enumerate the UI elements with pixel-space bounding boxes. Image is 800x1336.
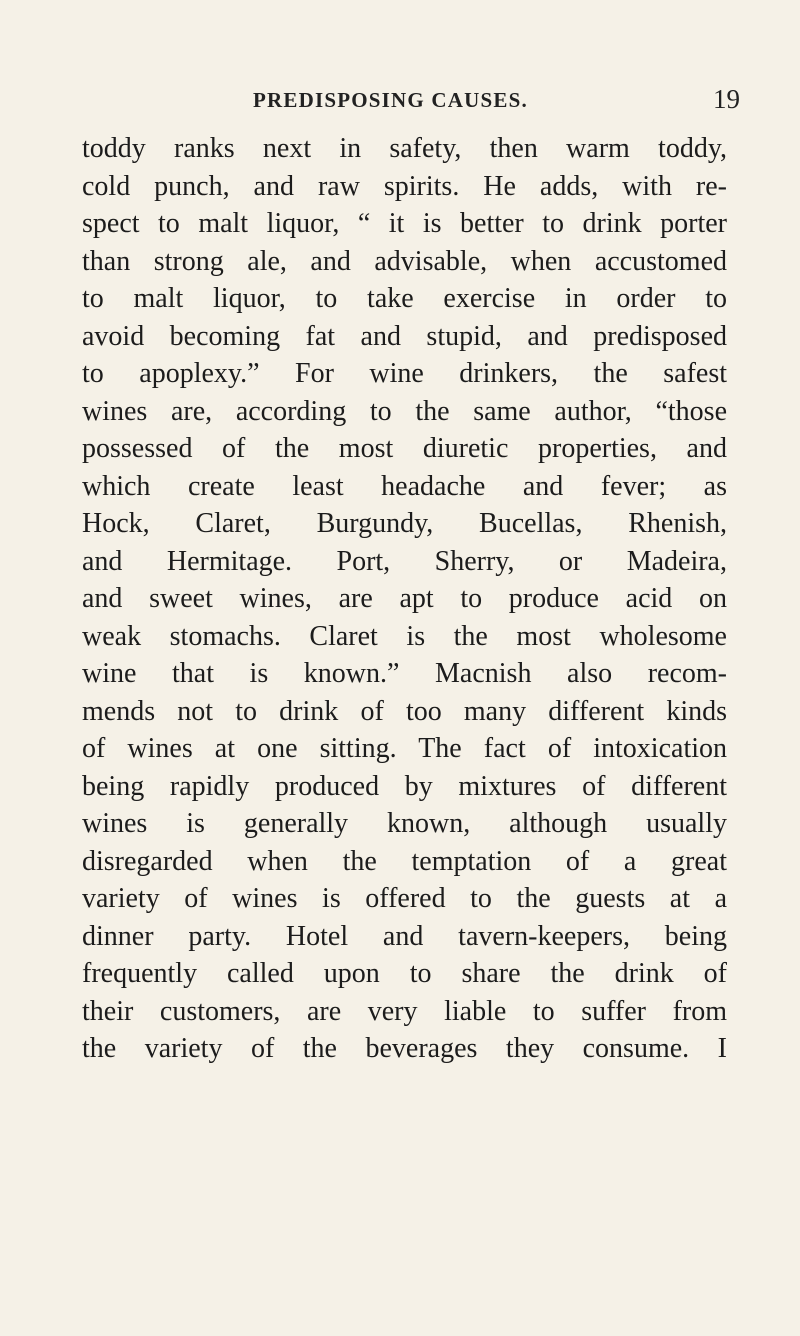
text-line: mends not to drink of too many different kinds [82, 695, 727, 727]
text-line: and Hermitage. Port, Sherry, or Madeira, [82, 545, 727, 577]
text-line: possessed of the most diuretic properties, and [82, 433, 727, 464]
text-line: their customers, are very liable to suffer from [82, 995, 727, 1027]
text-line: frequently called upon to share the drink of [82, 958, 727, 989]
text-line: avoid becoming fat and stupid, and predisposed [82, 320, 727, 352]
body-paragraph [82, 130, 727, 1068]
text-line: wines are, according to the same author, “those [82, 395, 727, 427]
text-line: weak stomachs. Claret is the most wholesome [82, 620, 727, 652]
text-line: spect to malt liquor, “ it is better to drink porter [82, 208, 727, 239]
text-line: to apoplexy.” For wine drinkers, the safest [82, 358, 727, 389]
text-line: which create least headache and fever; as [82, 470, 727, 502]
text-line: variety of wines is offered to the guests at a [82, 883, 727, 914]
text-line: to malt liquor, to take exercise in order to [82, 283, 727, 314]
page-number: 19 [713, 84, 740, 114]
running-head [253, 84, 740, 114]
text-line: Hock, Claret, Burgundy, Bucellas, Rhenish, [82, 508, 727, 539]
text-line: being rapidly produced by mixtures of different [82, 770, 727, 802]
running-title: PREDISPOSING CAUSES. [253, 88, 528, 112]
text-line: of wines at one sitting. The fact of intoxication [82, 733, 727, 764]
text-line: dinner party. Hotel and tavern-keepers, being [82, 920, 727, 952]
text-line: disregarded when the temptation of a great [82, 845, 727, 877]
text-line: wines is generally known, although usually [82, 808, 727, 839]
text-line: than strong ale, and advisable, when accustomed [82, 245, 727, 277]
text-line: toddy ranks next in safety, then warm toddy, [82, 133, 727, 164]
text-line: the variety of the beverages they consume. I [82, 1033, 727, 1064]
text-line: wine that is known.” Macnish also recom- [82, 658, 727, 689]
text-line: cold punch, and raw spirits. He adds, with re- [82, 170, 727, 202]
text-line: and sweet wines, are apt to produce acid on [82, 583, 727, 614]
